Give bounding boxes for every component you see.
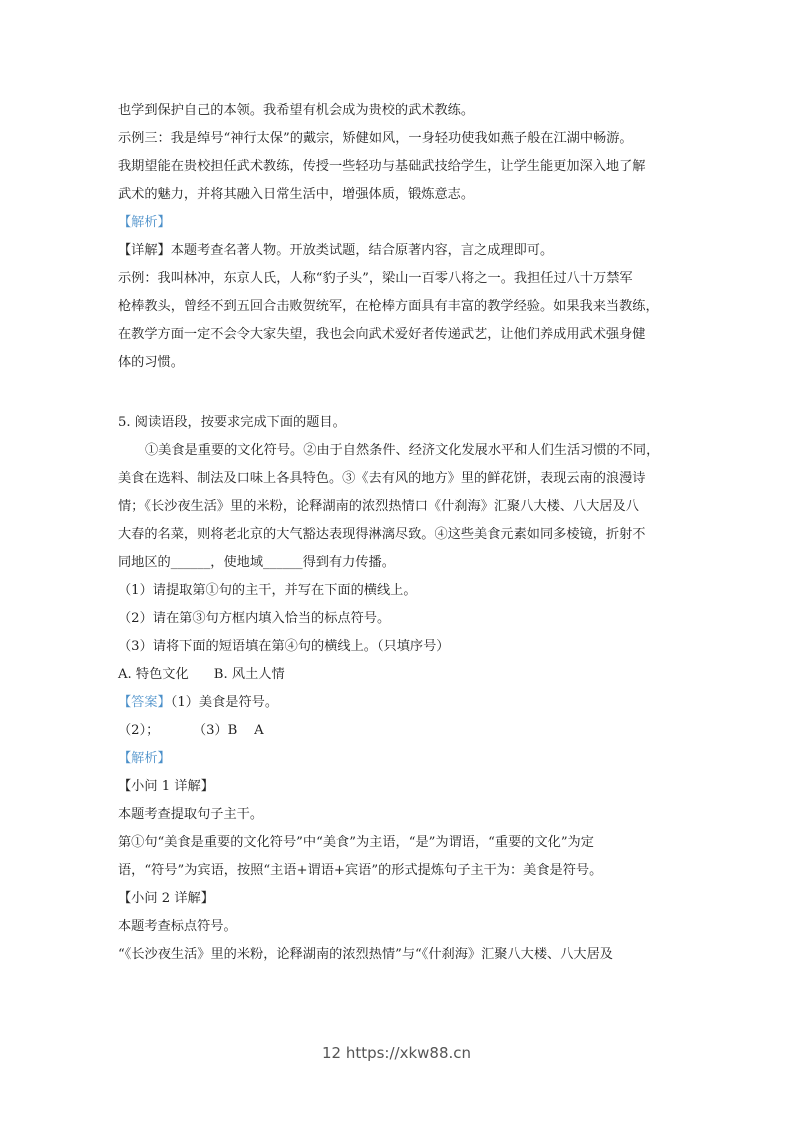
analysis-label: 【解析】 bbox=[118, 215, 171, 230]
text-line: 武术的魅力，并将其融入日常生活中，增强体质，锻炼意志。 bbox=[118, 187, 475, 202]
passage-line: 同地区的______，使地域______得到有力传播。 bbox=[118, 555, 395, 570]
answer-2: （2）； （3）B A bbox=[118, 723, 264, 738]
question-title: 5. 阅读语段，按要求完成下面的题目。 bbox=[118, 415, 346, 430]
text-line: 示例三：我是绰号“神行太保”的戴宗，矫健如风，一身轻功使我如燕子般在江湖中畅游。 bbox=[118, 131, 633, 146]
example-line: 枪棒教头，曾经不到五回合击败贺统军，在枪棒方面具有丰富的教学经验。如果我来当教练， bbox=[118, 299, 659, 314]
sub1-label: 【小问 1 详解】 bbox=[118, 779, 214, 794]
passage-line: 情；《长沙夜生活》里的米粉，论释湖南的浓烈热情口《什刹海》汇聚八大楼、八大居及八 bbox=[118, 499, 639, 514]
example-line: 体的习惯。 bbox=[118, 355, 184, 370]
options: A. 特色文化 B. 风土人情 bbox=[118, 667, 285, 682]
sub-question: （3）请将下面的短语填在第④句的横线上。（只填序号） bbox=[118, 639, 450, 654]
example-line: 在教学方面一定不会令大家失望，我也会向武术爱好者传递武艺，让他们养成用武术强身健 bbox=[118, 327, 646, 342]
text-line: 我期望能在贵校担任武术教练，传授一些轻功与基础武技给学生，让学生能更加深入地了解 bbox=[118, 159, 646, 174]
sub1-line: 第①句“美食是重要的文化符号”中“美食”为主语，“是”为谓语，“重要的文化”为定 bbox=[118, 835, 594, 850]
sub2-line: “《长沙夜生活》里的米粉，论释湖南的浓烈热情”与“《什刹海》汇聚八大楼、八大居及 bbox=[118, 947, 613, 962]
page-footer: 12 https://xkw88.cn bbox=[321, 1044, 472, 1062]
example-line: 示例：我叫林冲，东京人氏，人称“豹子头”，梁山一百零八将之一。我担任过八十万禁军 bbox=[118, 271, 633, 286]
passage-line: 大春的名菜，则将老北京的大气豁达表现得淋漓尽致。④这些美食元素如同多棱镜，折射不 bbox=[118, 527, 646, 542]
text-line: 也学到保护自己的本领。我希望有机会成为贵校的武术教练。 bbox=[118, 103, 475, 118]
sub2-label: 【小问 2 详解】 bbox=[118, 891, 214, 906]
sub1-line: 本题考查提取句子主干。 bbox=[118, 807, 264, 822]
passage-line: ①美食是重要的文化符号。②由于自然条件、经济文化发展水平和人们生活习惯的不同， bbox=[145, 443, 660, 458]
detail-text: 【详解】本题考查名著人物。开放类试题，结合原著内容，言之成理即可。 bbox=[118, 243, 554, 258]
answer-row bbox=[118, 694, 278, 711]
sub-question: （1）请提取第①句的主干，并写在下面的横线上。 bbox=[118, 583, 417, 598]
sub-question: （2）请在第③句方框内填入恰当的标点符号。 bbox=[118, 611, 391, 626]
answer-label: 【答案】 bbox=[118, 695, 171, 710]
passage-line: 美食在选料、制法及口味上各具特色。③《去有风的地方》里的鲜花饼，表现云南的浪漫诗 bbox=[118, 471, 646, 486]
sub2-line: 本题考查标点符号。 bbox=[118, 919, 237, 934]
sub1-line: 语，“符号”为宾语，按照“主语+谓语+宾语”的形式提炼句子主干为：美食是符号。 bbox=[118, 863, 603, 878]
analysis-label: 【解析】 bbox=[118, 751, 171, 766]
answer-1: （1）美食是符号。 bbox=[170, 695, 279, 710]
